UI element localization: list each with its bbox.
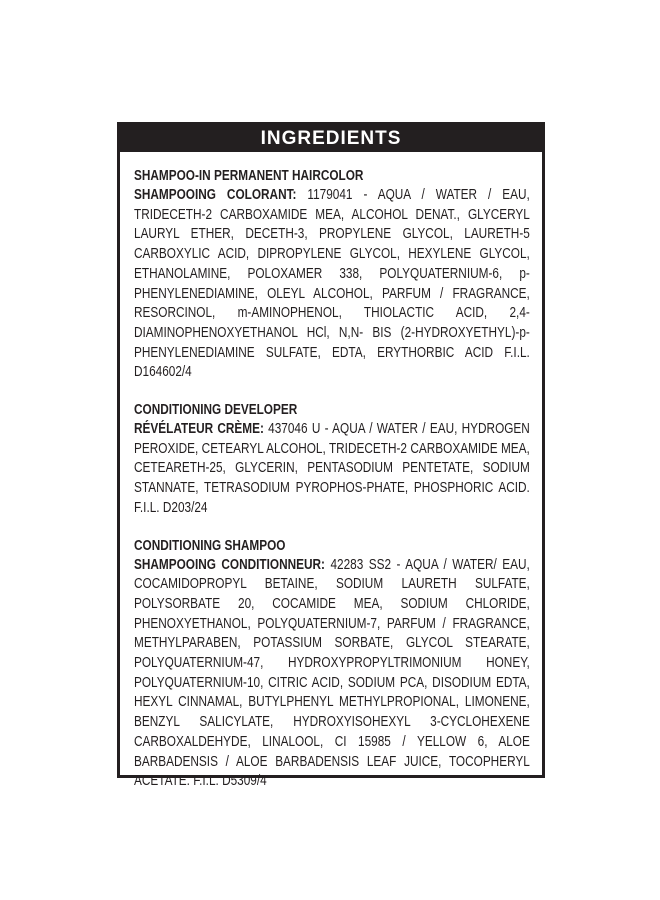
ingredients-content [120,152,542,792]
section-lead: SHAMPOOING CONDITIONNEUR: [134,556,325,573]
section-title: CONDITIONING SHAMPOO [134,537,286,554]
section-text: 437046 U - AQUA / WATER / EAU, HYDROGEN PEROXIDE, CETEARYL ALCOHOL, TRIDECETH-2 CARBOXAMIDE MEA, CETEARETH-25, GLYCERIN, PENTASODIUM PENTETATE, SODIUM STANNATE, TETRASODIUM PYROPHOS-PHATE, PHOSPHORIC ACID. F.I.L. D203/24 [134,421,530,516]
section-body [134,556,530,792]
ingredients-header: INGREDIENTS [120,125,542,152]
section-developer [134,401,530,519]
ingredients-panel [117,122,545,790]
section-title: CONDITIONING DEVELOPER [134,402,298,419]
section-text: 1179041 - AQUA / WATER / EAU, TRIDECETH-2 CARBOXAMIDE MEA, ALCOHOL DENAT., GLYCERYL LAURYL ETHER, DECETH-3, PROPYLENE GLYCOL, LAURETH-5 CARBOXYLIC ACID, DIPROPYLENE GLYCOL, HEXYLENE GLYCOL, ETHANOLAMINE, POLOXAMER 338, POLYQUATERNIUM-6, p-PHENYLENEDIAMINE, OLEYL ALCOHOL, PARFUM / FRAGRANCE, RESORCINOL, m-AMINOPHENOL, THIOLACTIC ACID, 2,4-DIAMINOPHENOXYETHANOL HCl, N,N- BIS (2-HYDROXYETHYL)-p-PHENYLENEDIAMINE SULFATE, EDTA, ERYTHORBIC ACID F.I.L. D164602/4 [134,187,530,381]
section-text: 42283 SS2 - AQUA / WATER/ EAU, COCAMIDOPROPYL BETAINE, SODIUM LAURETH SULFATE, POLYSORBATE 20, COCAMIDE MEA, SODIUM CHLORIDE, PHENOXYETHANOL, POLYQUATERNIUM-7, PARFUM / FRAGRANCE, METHYLPARABEN, POTASSIUM SORBATE, GLYCOL STEARATE, POLYQUATERNIUM-47, HYDROXYPROPYLTRIMONIUM HONEY, POLYQUATERNIUM-10, CITRIC ACID, SODIUM PCA, DISODIUM EDTA, HEXYL CINNAMAL, BUTYLPHENYL METHYLPROPIONAL, LIMONENE, BENZYL SALICYLATE, HYDROXYISOHEXYL 3-CYCLOHEXENE CARBOXALDEHYDE, LINALOOL, CI 15985 / YELLOW 6, ALOE BARBADENSIS / ALOE BARBADENSIS LEAF JUICE, TOCOPHERYL ACETATE. F.I.L. D5309/4 [134,556,530,790]
section-body [134,420,530,519]
section-haircolor [134,167,530,383]
section-title: SHAMPOO-IN PERMANENT HAIRCOLOR [134,168,364,184]
section-lead: RÉVÉLATEUR CRÈME: [134,421,264,438]
section-body [134,186,530,383]
section-shampoo [134,537,530,792]
section-lead: SHAMPOOING COLORANT: [134,187,297,203]
